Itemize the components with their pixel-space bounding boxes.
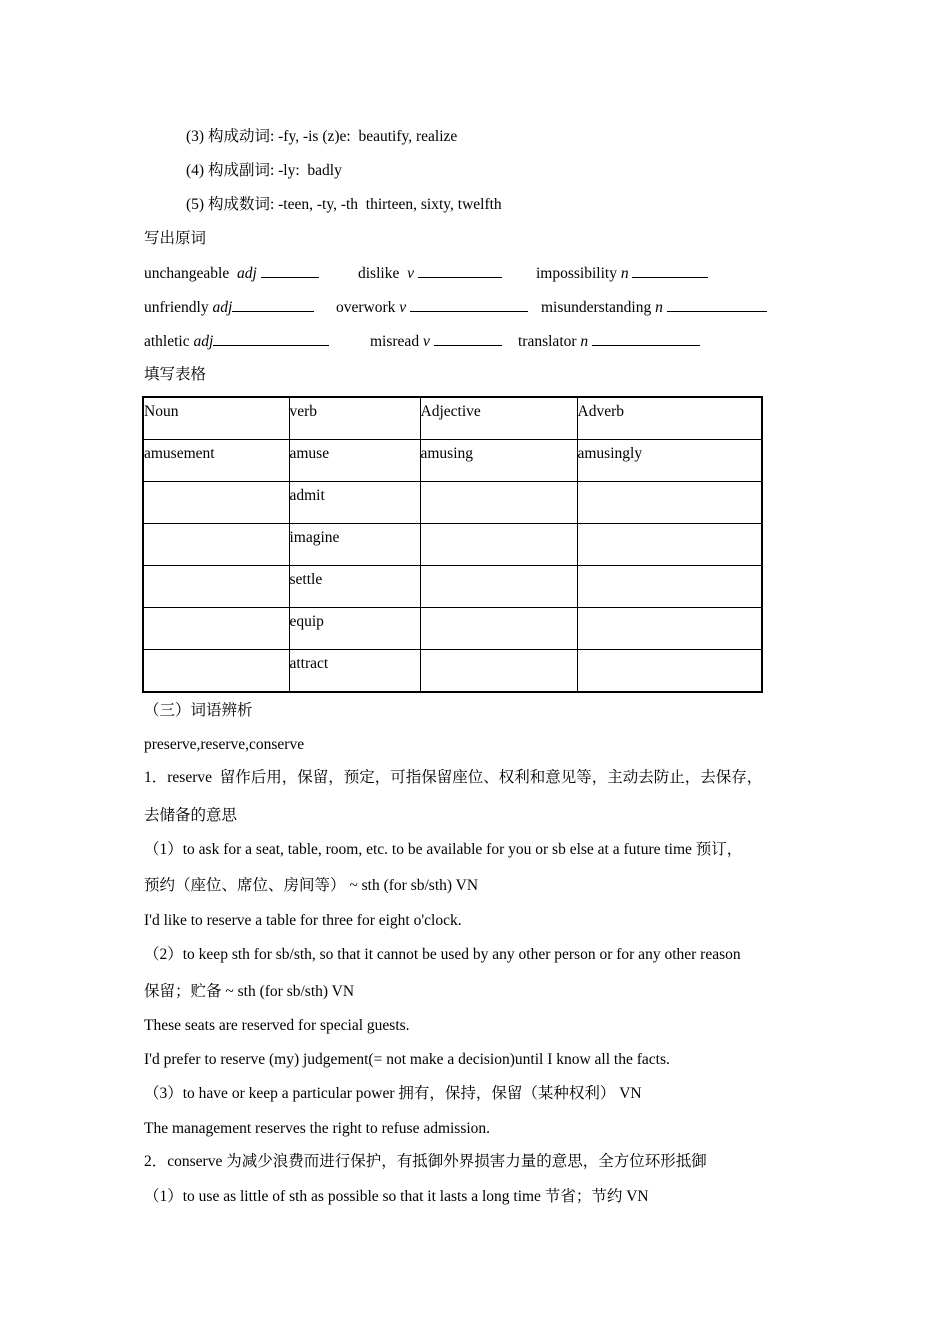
example-sentence: The management reserves the right to refuse admission. [144, 1120, 491, 1137]
paragraph-line: （1）to use as little of sth as possible so that it lasts a long time 节省；节约 VN [144, 1188, 649, 1205]
paragraph-line: 保留；贮备 ~ sth (for sb/sth) VN [144, 983, 355, 1000]
table-cell-blank[interactable] [577, 482, 762, 524]
table-row [143, 608, 762, 650]
answer-blank[interactable] [418, 263, 502, 278]
header-cell: verb [289, 397, 420, 440]
table-row [143, 650, 762, 693]
table-row [143, 440, 762, 482]
table-header-row [143, 397, 762, 440]
table-cell-blank[interactable] [143, 566, 289, 608]
table-cell-blank[interactable] [420, 650, 577, 693]
answer-blank[interactable] [667, 297, 767, 312]
exercise-item: misread v [370, 331, 502, 352]
write-root-heading: 写出原词 [144, 230, 207, 247]
example-sentence: I'd prefer to reserve (my) judgement(= not make a decision)until I know all the facts. [144, 1051, 670, 1068]
paragraph-line: （3）to have or keep a particular power 拥有，保持，保留（某种权利） VN [144, 1085, 642, 1102]
paragraph-line: 2．conserve 为减少浪费而进行保护，有抵御外界损害力量的意思，全方位环形抵御 [144, 1153, 707, 1170]
answer-blank[interactable] [410, 297, 528, 312]
fill-table-heading: 填写表格 [144, 366, 207, 383]
exercise-item: unchangeable adj [144, 263, 319, 284]
answer-blank[interactable] [213, 331, 329, 346]
exercise-item: dislike v [358, 263, 502, 284]
table-cell-blank[interactable] [420, 482, 577, 524]
table-cell-blank[interactable] [143, 608, 289, 650]
table-cell-blank[interactable] [577, 566, 762, 608]
header-cell: Adverb [577, 397, 762, 440]
paragraph-line: （2）to keep sth for sb/sth, so that it cannot be used by any other person or for any other reason [144, 946, 741, 963]
answer-blank[interactable] [434, 331, 502, 346]
answer-blank[interactable] [632, 263, 708, 278]
table-cell-blank[interactable] [577, 650, 762, 693]
table-cell: settle [289, 566, 420, 608]
table-cell-blank[interactable] [420, 524, 577, 566]
answer-blank[interactable] [592, 331, 700, 346]
rule-line-4: (4) 构成副词: -ly: badly [186, 162, 342, 179]
exercise-item: translator n [518, 331, 700, 352]
table-cell-blank[interactable] [577, 608, 762, 650]
paragraph-line: （1）to ask for a seat, table, room, etc. to be available for you or sb else at a future time 预订， [144, 841, 743, 858]
table-cell: amuse [289, 440, 420, 482]
exercise-item: impossibility n [536, 263, 708, 284]
answer-blank[interactable] [261, 263, 319, 278]
section-heading: （三）词语辨析 [144, 702, 253, 719]
example-sentence: These seats are reserved for special guests. [144, 1017, 410, 1034]
table-cell-blank[interactable] [143, 482, 289, 524]
paragraph-line: 去储备的意思 [144, 807, 238, 824]
table-cell-blank[interactable] [577, 524, 762, 566]
exercise-item: athletic adj [144, 331, 329, 352]
exercise-item: unfriendly adj [144, 297, 314, 318]
word-form-table [142, 396, 763, 693]
table-row [143, 566, 762, 608]
table-row [143, 524, 762, 566]
exercise-item: misunderstanding n [541, 297, 767, 318]
table-cell-blank[interactable] [143, 524, 289, 566]
paragraph-line: 预约（座位、席位、房间等） ~ sth (for sb/sth) VN [144, 877, 479, 894]
table-cell: admit [289, 482, 420, 524]
rule-line-3: (3) 构成动词: -fy, -is (z)e: beautify, realize [186, 128, 458, 145]
answer-blank[interactable] [232, 297, 314, 312]
table-cell: attract [289, 650, 420, 693]
table-cell: imagine [289, 524, 420, 566]
table-cell: amusingly [577, 440, 762, 482]
table-cell-blank[interactable] [420, 566, 577, 608]
word-group: preserve,reserve,conserve [144, 736, 305, 753]
header-cell: Noun [143, 397, 289, 440]
table-row [143, 482, 762, 524]
header-cell: Adjective [420, 397, 577, 440]
paragraph-line: 1．reserve 留作后用，保留，预定，可指保留座位、权利和意见等，主动去防止，去保存， [144, 769, 763, 786]
table-cell-blank[interactable] [143, 650, 289, 693]
table-cell: amusing [420, 440, 577, 482]
table-cell-blank[interactable] [420, 608, 577, 650]
table-cell: equip [289, 608, 420, 650]
example-sentence: I'd like to reserve a table for three for eight o'clock. [144, 912, 462, 929]
rule-line-5: (5) 构成数词: -teen, -ty, -th thirteen, sixty, twelfth [186, 196, 502, 213]
table-cell: amusement [143, 440, 289, 482]
exercise-item: overwork v [336, 297, 528, 318]
